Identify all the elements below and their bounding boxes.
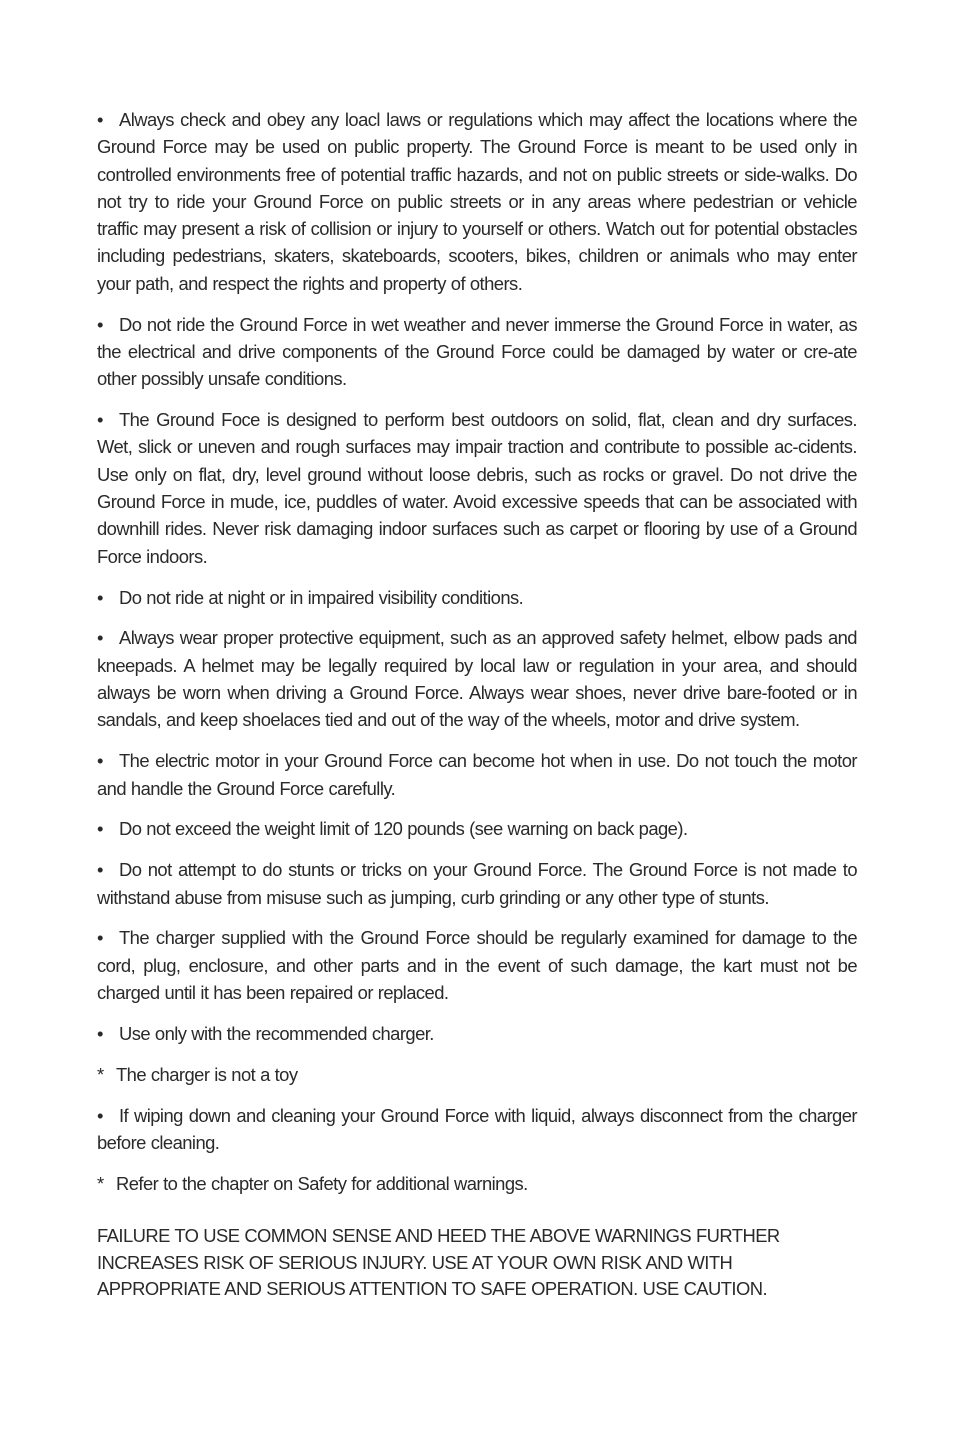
bullet-paragraph (97, 406, 857, 570)
paragraph-text: Always wear proper protective equipment, such as an approved safety helmet, elbow pads and kneepads. A helmet may be legally required by local law or regulation in your area, and should always be worn when driving a Ground Force. Always wear shoes, never drive bare-footed or in sandals, and keep shoelaces tied and out of the way of the wheels, motor and drive system. (97, 627, 857, 731)
note-paragraph (97, 1170, 857, 1197)
bullet-marker: • (97, 750, 103, 772)
bullet-marker: • (97, 586, 103, 608)
paragraph-text: The Ground Foce is designed to perform best outdoors on solid, flat, clean and dry surfaces. Wet, slick or uneven and rough surfaces may impair traction and contribute to possible ac-cidents. Use only on flat, dry, level ground without loose debris, such as rocks or gravel. Do not drive the Ground Force in mude, ice, puddles of water. Avoid excessive speeds that can be associated with downhill rides. Never risk damaging indoor surfaces such as carpet or flooring by use of a Ground Force indoors. (97, 409, 857, 567)
bullet-paragraph (97, 106, 857, 297)
bullet-paragraph (97, 856, 857, 911)
bullet-paragraph (97, 747, 857, 802)
bullet-marker: • (97, 1104, 103, 1126)
note-paragraph (97, 1061, 857, 1088)
paragraph-text: Do not attempt to do stunts or tricks on your Ground Force. The Ground Force is not made to withstand abuse from misuse such as jumping, curb grinding or any other type of stunts. (97, 859, 857, 908)
bullet-paragraph (97, 624, 857, 733)
bullet-paragraph (97, 311, 857, 393)
bullet-marker: • (97, 927, 103, 949)
paragraph-text: Do not exceed the weight limit of 120 pounds (see warning on back page). (119, 818, 688, 840)
paragraph-text: Always check and obey any loacl laws or regulations which may affect the locations where the Ground Force may be used on public property. The Ground Force is meant to be used only in controlled environments free of potential traffic hazards, and not on public streets or side-walks. Do not try to ride your Ground Force on public streets or in any areas where pedestrian or vehicle traffic may present a risk of collision or injury to yourself or others. Watch out for potential obstacles including pedestrians, skaters, skateboards, scooters, bikes, children or animals who may enter your path, and respect the rights and property of others. (97, 109, 857, 294)
bullet-paragraph (97, 1102, 857, 1157)
final-warning: FAILURE TO USE COMMON SENSE AND HEED THE ABOVE WARNINGS FURTHER INCREASES RISK OF SERIOUS INJURY. USE AT YOUR OWN RISK AND WITH APPROPRIATE AND SERIOUS ATTENTION TO SAFE OPERATION. USE CAUTION. (97, 1225, 780, 1300)
bullet-marker: • (97, 627, 103, 649)
paragraph-text: The electric motor in your Ground Force can become hot when in use. Do not touch the motor and handle the Ground Force carefully. (97, 750, 857, 799)
bullet-marker: • (97, 409, 103, 431)
paragraph-text: Use only with the recommended charger. (119, 1022, 434, 1044)
bullet-marker: • (97, 818, 103, 840)
bullet-paragraph (97, 924, 857, 1006)
paragraph-text: Do not ride at night or in impaired visibility conditions. (119, 586, 524, 608)
paragraph-text: If wiping down and cleaning your Ground Force with liquid, always disconnect from the charger before cleaning. (97, 1104, 857, 1154)
bullet-marker: • (97, 313, 103, 335)
paragraph-text: The charger supplied with the Ground Force should be regularly examined for damage to the cord, plug, enclosure, and other parts and in the event of such damage, the kart must not be charged until it has been repaired or replaced. (97, 927, 857, 1004)
bullet-marker: • (97, 1022, 103, 1044)
bullet-marker: • (97, 859, 103, 881)
paragraph-text: The charger is not a toy (116, 1063, 298, 1085)
bullet-paragraph (97, 1020, 857, 1047)
bullet-paragraph (97, 815, 857, 842)
bullet-marker: • (97, 109, 103, 130)
paragraph-text: Refer to the chapter on Safety for additional warnings. (116, 1172, 528, 1194)
asterisk-marker: * (97, 1063, 104, 1085)
asterisk-marker: * (97, 1172, 104, 1194)
document-page (97, 106, 857, 1317)
paragraph-text: Do not ride the Ground Force in wet weather and never immerse the Ground Force in water, as the electrical and drive components of the Ground Force could be damaged by water or cre-ate other possibly unsafe conditions. (97, 313, 857, 390)
bullet-paragraph (97, 584, 857, 611)
